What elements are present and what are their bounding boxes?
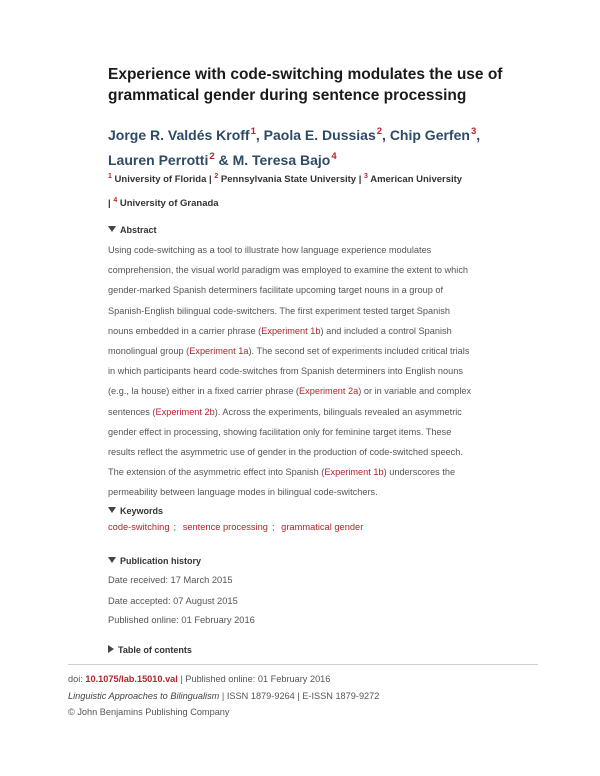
- abstract-text-segment: ). The second set of experiments included critical trials: [248, 346, 470, 357]
- journal-name: Linguistic Approaches to Bilingualism: [68, 690, 220, 701]
- experiment-link[interactable]: Experiment 1b: [261, 325, 321, 336]
- title-line-1: Experience with code-switching modulates the use of: [108, 66, 503, 83]
- abstract-text-segment: (e.g., la house) either in a fixed carrier phrase (: [108, 386, 299, 397]
- copyright-line: © John Benjamins Publishing Company: [68, 707, 230, 717]
- abstract-line: [108, 482, 498, 502]
- date-accepted: Date accepted: 07 August 2015: [108, 596, 238, 606]
- affiliation-1: $^1$ University of Florida: [108, 173, 207, 185]
- abstract-text-segment: nouns embedded in a carrier phrase (: [108, 325, 262, 336]
- abstract-line: [108, 321, 498, 341]
- date-received: Date received: 17 March 2015: [108, 575, 233, 585]
- abstract-line: [108, 301, 498, 321]
- abstract-text-segment: monolingual group (: [108, 346, 190, 357]
- affiliation-4: $^4$ University of Granada: [113, 197, 219, 209]
- abstract-text-segment: permeability between language modes in bilingual code-switchers.: [108, 487, 378, 498]
- experiment-link[interactable]: Experiment 1a: [189, 346, 249, 357]
- abstract-text-segment: ). Across the experiments, bilinguals revealed an asymmetric: [214, 406, 462, 417]
- abstract-text-segment: comprehension, the visual world paradigm was employed to examine the extent to which: [108, 265, 469, 276]
- caret-down-icon: [108, 557, 116, 563]
- abstract-line: [108, 402, 498, 422]
- caret-down-icon: [108, 507, 116, 513]
- citation-footer: [68, 664, 538, 721]
- abstract-text-segment: The extension of the asymmetric effect into Spanish (: [108, 467, 325, 478]
- affiliations: $^1$ University of Florida | $^2$ Pennsylvania State University | $^3$ American University | $^4$ University of Granada: [108, 173, 463, 209]
- publication-history-toggle[interactable]: Publication history: [108, 556, 201, 566]
- abstract-line: [108, 280, 498, 300]
- experiment-link[interactable]: Experiment 2a: [299, 386, 359, 397]
- abstract-line: [108, 341, 498, 361]
- abstract-line: [108, 381, 498, 401]
- abstract-line: [108, 462, 498, 482]
- affiliation-3: $^3$ American University: [364, 173, 463, 185]
- abstract-line: [108, 422, 498, 442]
- doi-link[interactable]: 10.1075/lab.15010.val: [85, 674, 178, 684]
- experiment-link[interactable]: Experiment 1b: [324, 467, 384, 478]
- abstract-text-segment: ) and included a control Spanish: [320, 325, 452, 336]
- abstract-text-segment: sentences (: [108, 406, 156, 417]
- author-2[interactable]: Paola E. Dussias$^2$: [263, 126, 383, 143]
- affiliation-2: $^2$ Pennsylvania State University: [214, 173, 357, 185]
- abstract-text-segment: results reflect the asymmetric use of gender in the production of code-switched speech.: [108, 447, 463, 458]
- keywords-toggle[interactable]: Keywords: [108, 506, 163, 516]
- abstract-text-segment: Using code-switching as a tool to illustrate how language experience modulates: [108, 245, 432, 255]
- abstract-toggle[interactable]: Abstract: [108, 225, 157, 235]
- experiment-link[interactable]: Experiment 2b: [155, 406, 215, 417]
- doi-line: doi: 10.1075/lab.15010.val | Published online: 01 February 2016: [68, 674, 331, 684]
- abstract-text-segment: Spanish-English bilingual code-switchers. The first experiment tested target Spanish: [108, 305, 450, 316]
- abstract-text: [108, 240, 498, 503]
- author-4[interactable]: Lauren Perrotti$^2$: [108, 151, 215, 168]
- abstract-line: [108, 240, 498, 260]
- keyword-link[interactable]: code-switching: [108, 522, 170, 532]
- keyword-list: code-switching ; sentence processing ; grammatical gender: [108, 522, 364, 532]
- keyword-link[interactable]: sentence processing: [182, 522, 268, 532]
- abstract-text-segment: in which participants heard code-switches from Spanish determiners into English nouns: [108, 366, 463, 377]
- author-list: Jorge R. Valdés Kroff$^1$, Paola E. Dussias$^2$, Chip Gerfen$^3$, Lauren Perrotti$^2$ & M. Teresa Bajo$^4$: [108, 126, 481, 168]
- date-published: Published online: 01 February 2016: [108, 615, 255, 625]
- keyword-link[interactable]: grammatical gender: [281, 522, 364, 532]
- author-5[interactable]: M. Teresa Bajo$^4$: [232, 151, 337, 168]
- journal-line: Linguistic Approaches to Bilingualism | ISSN 1879-9264 | E-ISSN 1879-9272: [68, 690, 380, 701]
- abstract-text-segment: gender effect in processing, showing facilitation only for feminine target items. These: [108, 426, 452, 437]
- title-line-2: grammatical gender during sentence processing: [108, 87, 467, 104]
- abstract-line: [108, 442, 498, 462]
- caret-right-icon: [108, 645, 114, 653]
- abstract-text-segment: ) or in variable and complex: [358, 386, 472, 397]
- abstract-text-segment: ) underscores the: [383, 467, 456, 478]
- author-3[interactable]: Chip Gerfen$^3$: [389, 126, 477, 143]
- article-title: [108, 64, 508, 106]
- abstract-line: [108, 260, 498, 280]
- author-1[interactable]: Jorge R. Valdés Kroff$^1$: [108, 126, 256, 143]
- table-of-contents-toggle[interactable]: Table of contents: [108, 645, 192, 655]
- caret-down-icon: [108, 226, 116, 232]
- abstract-text-segment: gender-marked Spanish determiners facilitate upcoming target nouns in a group of: [108, 285, 444, 296]
- abstract-line: [108, 361, 498, 381]
